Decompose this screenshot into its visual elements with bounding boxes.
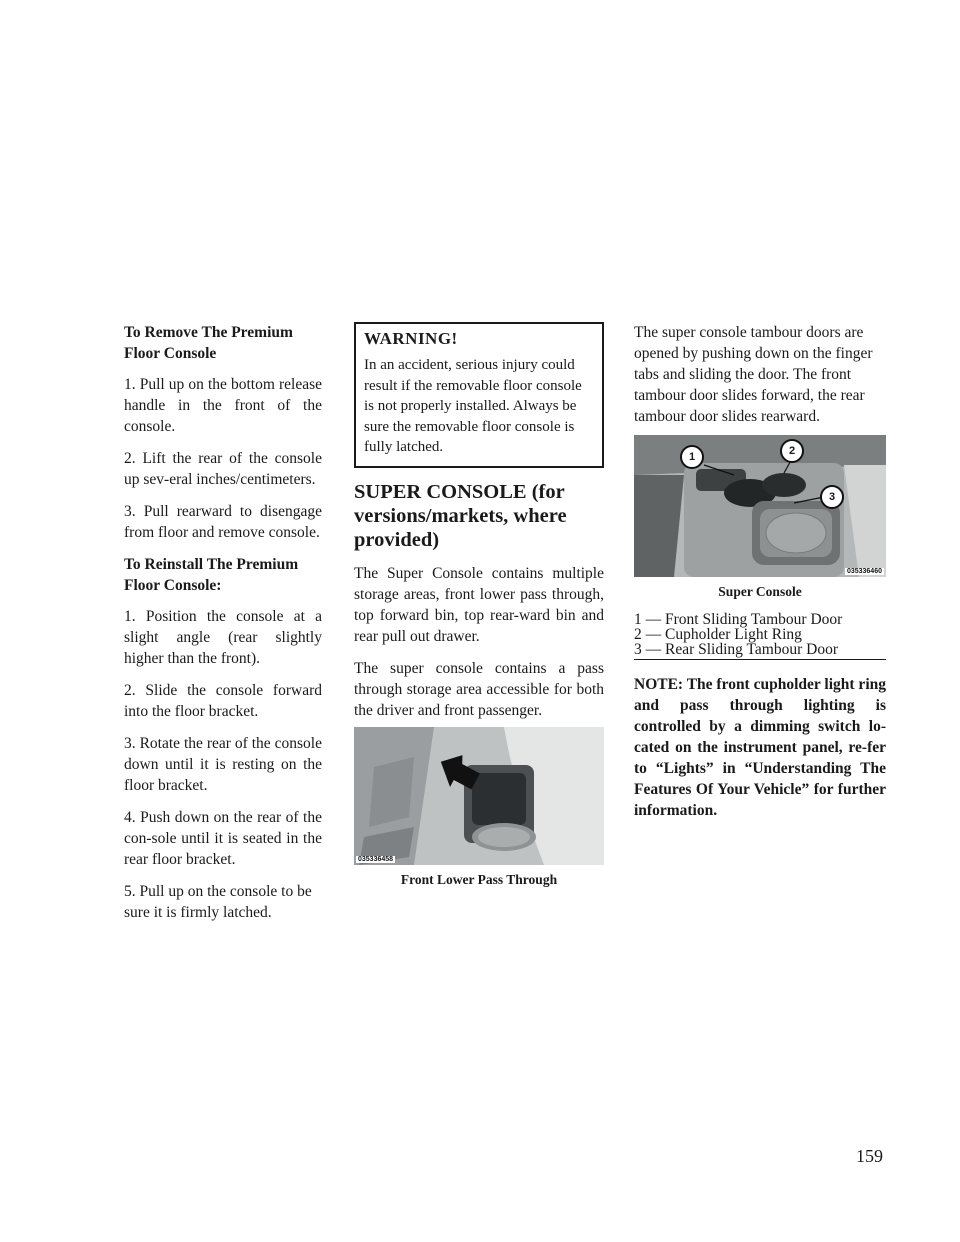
super-console-intro: The Super Console contains multiple storage areas, front lower pass through, top forward bin, top rear-ward bin and rear pull out drawer. — [354, 564, 604, 645]
note-cupholder-lighting: NOTE: The front cupholder light ring and pass through lighting is controlled by a dimming switch lo-cated on the instrument panel, re-fer to “Lights” in “Understanding The Features Of Your Vehicle” for further information. — [634, 676, 886, 819]
warning-title: WARNING! — [364, 329, 458, 348]
legend-item-2: 2 — Cupholder Light Ring — [634, 626, 802, 643]
warning-text: In an accident, serious injury could result if the removable floor console is not properly installed. Always be sure the removable floor console is fully latched. — [364, 357, 582, 455]
figure-caption: Front Lower Pass Through — [400, 871, 558, 887]
warning-box — [354, 322, 604, 468]
callout-1: 1 — [680, 445, 704, 469]
heading-remove-console: To Remove The Premium Floor Console — [124, 324, 293, 362]
figure-super-console — [634, 435, 886, 577]
page-number: 159 — [856, 1146, 883, 1166]
figure-legend — [634, 612, 886, 660]
reinstall-step-5: 5. Pull up on the console to be sure it is firmly latched. — [124, 883, 312, 921]
legend-item-1: 1 — Front Sliding Tambour Door — [634, 611, 843, 628]
reinstall-step-1: 1. Position the console at a slight angle (rear slightly higher than the front). — [124, 608, 322, 667]
column-middle — [354, 322, 604, 906]
reinstall-step-3: 3. Rotate the rear of the console down until it is resting on the floor bracket. — [124, 735, 322, 794]
callout-2: 2 — [780, 439, 804, 463]
figure-caption: Super Console — [718, 584, 802, 599]
reinstall-step-2: 2. Slide the console forward into the floor bracket. — [124, 682, 322, 720]
column-left — [124, 322, 322, 934]
remove-step-2: 2. Lift the rear of the console up sev-eral inches/centimeters. — [124, 450, 322, 488]
pass-through-illustration — [354, 727, 604, 865]
tambour-door-description: The super console tambour doors are opened by pushing down on the finger tabs and sliding the door. The front tambour door slides forward, the rear tambour door slides rearward. — [634, 324, 873, 425]
reinstall-step-4: 4. Push down on the rear of the con-sole until it is seated in the rear floor bracket. — [124, 809, 322, 868]
super-console-illustration — [634, 435, 886, 577]
section-title-super-console: SUPER CONSOLE (for versions/markets, where provided) — [354, 480, 567, 551]
remove-step-3: 3. Pull rearward to disengage from floor and remove console. — [124, 503, 322, 541]
figure-front-lower-pass-through — [354, 727, 604, 865]
figure-code: 035336458 — [358, 855, 394, 863]
figure-code: 035336460 — [846, 568, 882, 575]
heading-reinstall-console: To Reinstall The Premium Floor Console: — [124, 556, 299, 594]
remove-step-1: 1. Pull up on the bottom release handle in the front of the console. — [124, 376, 322, 435]
legend-item-3: 3 — Rear Sliding Tambour Door — [634, 641, 838, 658]
column-right — [634, 322, 886, 832]
pass-through-description: The super console contains a pass through storage area accessible for both the driver and front passenger. — [354, 659, 604, 719]
callout-3: 3 — [820, 485, 844, 509]
